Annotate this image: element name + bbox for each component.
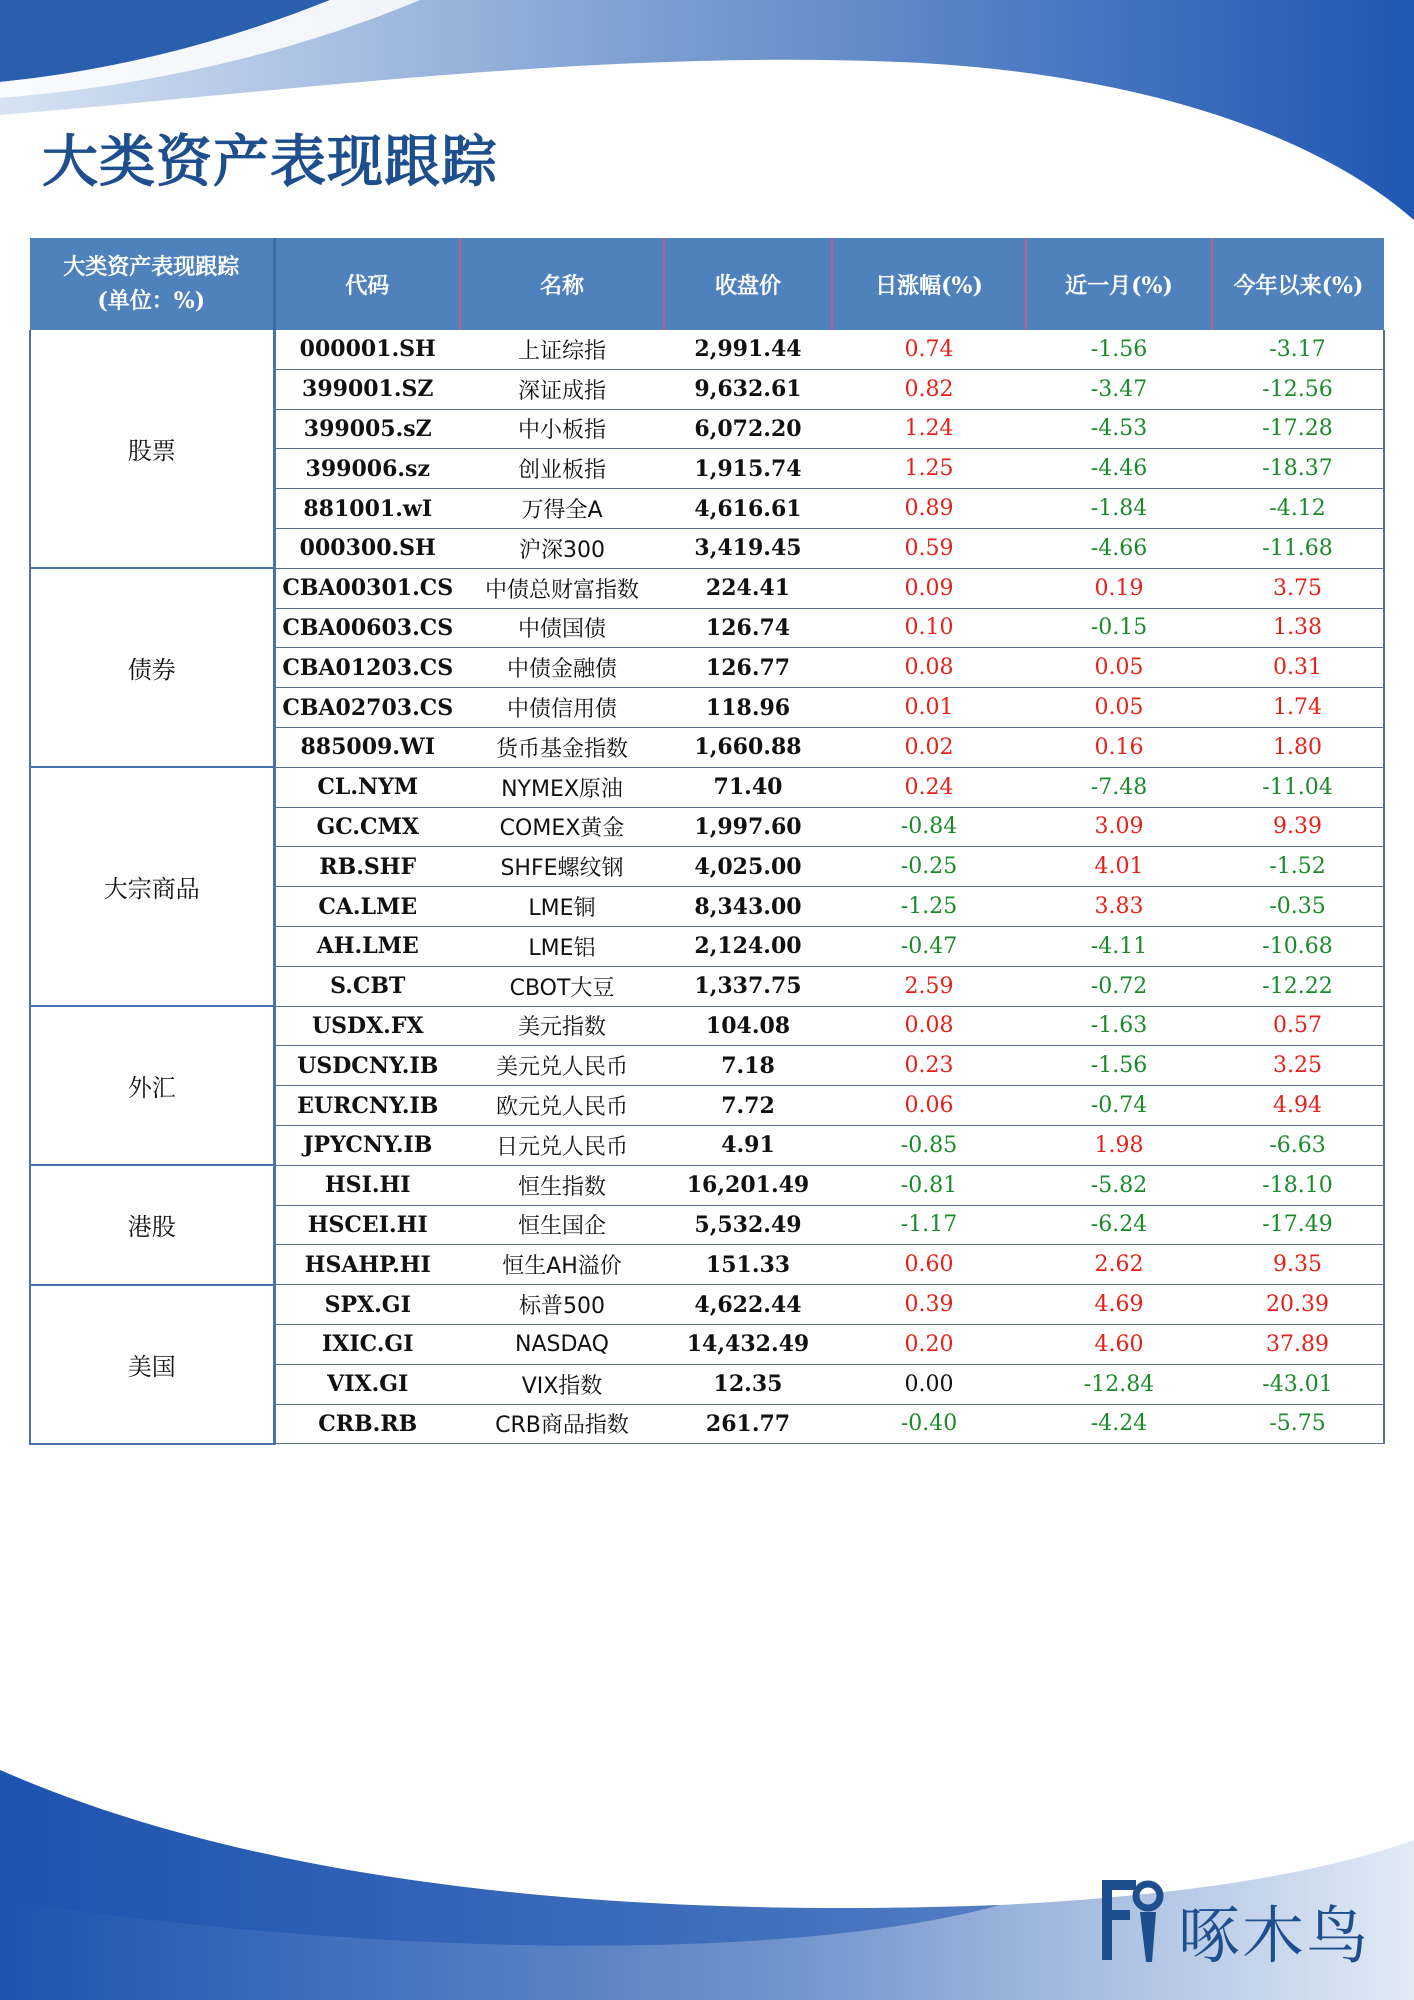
table-row	[30, 1285, 1384, 1325]
cell-name: 创业板指	[460, 449, 664, 489]
cell-name: NASDAQ	[460, 1324, 664, 1364]
category-label: 股票	[30, 330, 274, 568]
cell-ytd: -5.75	[1212, 1404, 1384, 1444]
cell-close: 261.77	[664, 1404, 832, 1444]
cell-ytd: -12.56	[1212, 369, 1384, 409]
cell-month: 4.69	[1026, 1285, 1212, 1325]
table-row	[30, 330, 1384, 369]
cell-name: 日元兑人民币	[460, 1125, 664, 1165]
cell-close: 4,616.61	[664, 489, 832, 529]
cell-daily: 1.25	[832, 449, 1026, 489]
cell-ytd: -0.35	[1212, 887, 1384, 927]
cell-ytd: -17.28	[1212, 409, 1384, 449]
category-label: 港股	[30, 1165, 274, 1284]
cell-close: 14,432.49	[664, 1324, 832, 1364]
cell-ytd: -11.68	[1212, 528, 1384, 568]
cell-name: 万得全A	[460, 489, 664, 529]
cell-ytd: 37.89	[1212, 1324, 1384, 1364]
cell-close: 2,124.00	[664, 926, 832, 966]
cell-name: LME铜	[460, 887, 664, 927]
cell-close: 7.72	[664, 1086, 832, 1126]
cell-name: 美元指数	[460, 1006, 664, 1046]
cell-daily: 0.01	[832, 688, 1026, 728]
cell-daily: -0.40	[832, 1404, 1026, 1444]
cell-close: 8,343.00	[664, 887, 832, 927]
cell-close: 4,025.00	[664, 847, 832, 887]
cell-name: 上证综指	[460, 330, 664, 369]
cell-name: 货币基金指数	[460, 727, 664, 767]
cell-code: HSCEI.HI	[274, 1205, 460, 1245]
category-label: 美国	[30, 1285, 274, 1444]
cell-close: 151.33	[664, 1245, 832, 1285]
cell-name: 深证成指	[460, 369, 664, 409]
header-daily: 日涨幅(%)	[832, 238, 1026, 330]
cell-code: IXIC.GI	[274, 1324, 460, 1364]
cell-code: 000300.SH	[274, 528, 460, 568]
cell-name: 美元兑人民币	[460, 1046, 664, 1086]
cell-code: CRB.RB	[274, 1404, 460, 1444]
cell-daily: 0.08	[832, 648, 1026, 688]
cell-month: -1.56	[1026, 330, 1212, 369]
cell-ytd: 1.74	[1212, 688, 1384, 728]
cell-month: -12.84	[1026, 1364, 1212, 1404]
cell-close: 1,660.88	[664, 727, 832, 767]
cell-close: 4,622.44	[664, 1285, 832, 1325]
cell-ytd: 4.94	[1212, 1086, 1384, 1126]
cell-month: 1.98	[1026, 1125, 1212, 1165]
cell-ytd: -1.52	[1212, 847, 1384, 887]
cell-daily: 0.09	[832, 568, 1026, 608]
cell-daily: 0.39	[832, 1285, 1026, 1325]
category-label: 外汇	[30, 1006, 274, 1165]
header-corner	[30, 238, 274, 330]
cell-name: 恒生AH溢价	[460, 1245, 664, 1285]
cell-month: 3.09	[1026, 807, 1212, 847]
cell-code: 000001.SH	[274, 330, 460, 369]
cell-name: 中债信用债	[460, 688, 664, 728]
cell-name: NYMEX原油	[460, 767, 664, 807]
cell-daily: 0.89	[832, 489, 1026, 529]
table-row	[30, 1165, 1384, 1205]
cell-ytd: 0.57	[1212, 1006, 1384, 1046]
cell-month: -5.82	[1026, 1165, 1212, 1205]
cell-month: -0.72	[1026, 966, 1212, 1006]
cell-month: -1.63	[1026, 1006, 1212, 1046]
cell-ytd: 20.39	[1212, 1285, 1384, 1325]
cell-code: CBA00301.CS	[274, 568, 460, 608]
cell-name: VIX指数	[460, 1364, 664, 1404]
cell-daily: 2.59	[832, 966, 1026, 1006]
cell-code: HSAHP.HI	[274, 1245, 460, 1285]
cell-code: AH.LME	[274, 926, 460, 966]
header-corner-line1: 大类资产表现跟踪	[63, 254, 240, 280]
cell-name: 沪深300	[460, 528, 664, 568]
category-label: 债券	[30, 568, 274, 767]
cell-close: 104.08	[664, 1006, 832, 1046]
cell-code: 885009.WI	[274, 727, 460, 767]
cell-code: CL.NYM	[274, 767, 460, 807]
cell-daily: 0.10	[832, 608, 1026, 648]
cell-month: 0.05	[1026, 688, 1212, 728]
cell-name: CRB商品指数	[460, 1404, 664, 1444]
header-ytd: 今年以来(%)	[1212, 238, 1384, 330]
cell-code: CA.LME	[274, 887, 460, 927]
cell-close: 224.41	[664, 568, 832, 608]
cell-code: CBA01203.CS	[274, 648, 460, 688]
cell-name: COMEX黄金	[460, 807, 664, 847]
cell-ytd: 3.25	[1212, 1046, 1384, 1086]
cell-close: 16,201.49	[664, 1165, 832, 1205]
cell-month: 0.16	[1026, 727, 1212, 767]
cell-month: -4.11	[1026, 926, 1212, 966]
cell-name: CBOT大豆	[460, 966, 664, 1006]
cell-ytd: -10.68	[1212, 926, 1384, 966]
cell-daily: 0.06	[832, 1086, 1026, 1126]
cell-month: -4.66	[1026, 528, 1212, 568]
page-title: 大类资产表现跟踪	[42, 130, 498, 195]
cell-daily: 0.82	[832, 369, 1026, 409]
table-row	[30, 767, 1384, 807]
cell-daily: 0.20	[832, 1324, 1026, 1364]
category-label: 大宗商品	[30, 767, 274, 1006]
cell-month: -6.24	[1026, 1205, 1212, 1245]
cell-close: 6,072.20	[664, 409, 832, 449]
header-close: 收盘价	[664, 238, 832, 330]
cell-month: -4.46	[1026, 449, 1212, 489]
cell-code: USDX.FX	[274, 1006, 460, 1046]
cell-name: 恒生国企	[460, 1205, 664, 1245]
cell-name: 欧元兑人民币	[460, 1086, 664, 1126]
cell-ytd: -18.10	[1212, 1165, 1384, 1205]
cell-ytd: -4.12	[1212, 489, 1384, 529]
cell-code: S.CBT	[274, 966, 460, 1006]
table-row	[30, 568, 1384, 608]
cell-code: SPX.GI	[274, 1285, 460, 1325]
cell-code: 881001.wI	[274, 489, 460, 529]
cell-daily: -1.25	[832, 887, 1026, 927]
table-header-row	[30, 238, 1384, 330]
cell-month: -4.53	[1026, 409, 1212, 449]
cell-close: 126.77	[664, 648, 832, 688]
cell-month: -1.56	[1026, 1046, 1212, 1086]
cell-code: USDCNY.IB	[274, 1046, 460, 1086]
cell-close: 1,337.75	[664, 966, 832, 1006]
cell-ytd: -3.17	[1212, 330, 1384, 369]
cell-name: 中债总财富指数	[460, 568, 664, 608]
cell-daily: -0.47	[832, 926, 1026, 966]
cell-ytd: -17.49	[1212, 1205, 1384, 1245]
cell-month: -7.48	[1026, 767, 1212, 807]
cell-ytd: -12.22	[1212, 966, 1384, 1006]
brand-logo-icon	[1096, 1872, 1166, 1968]
cell-code: HSI.HI	[274, 1165, 460, 1205]
cell-daily: 0.74	[832, 330, 1026, 369]
cell-daily: 0.02	[832, 727, 1026, 767]
cell-code: JPYCNY.IB	[274, 1125, 460, 1165]
header-month: 近一月(%)	[1026, 238, 1212, 330]
cell-month: 3.83	[1026, 887, 1212, 927]
table-body	[30, 330, 1384, 1444]
cell-daily: -0.25	[832, 847, 1026, 887]
cell-daily: 0.59	[832, 528, 1026, 568]
cell-close: 71.40	[664, 767, 832, 807]
cell-close: 7.18	[664, 1046, 832, 1086]
cell-month: 4.60	[1026, 1324, 1212, 1364]
cell-close: 9,632.61	[664, 369, 832, 409]
cell-close: 12.35	[664, 1364, 832, 1404]
cell-month: -1.84	[1026, 489, 1212, 529]
cell-month: -0.15	[1026, 608, 1212, 648]
cell-daily: -1.17	[832, 1205, 1026, 1245]
cell-daily: 0.08	[832, 1006, 1026, 1046]
cell-month: -4.24	[1026, 1404, 1212, 1444]
cell-code: EURCNY.IB	[274, 1086, 460, 1126]
cell-close: 2,991.44	[664, 330, 832, 369]
cell-ytd: 1.38	[1212, 608, 1384, 648]
cell-code: 399001.SZ	[274, 369, 460, 409]
cell-month: -3.47	[1026, 369, 1212, 409]
cell-ytd: 3.75	[1212, 568, 1384, 608]
cell-close: 4.91	[664, 1125, 832, 1165]
cell-code: 399005.sZ	[274, 409, 460, 449]
cell-daily: 0.24	[832, 767, 1026, 807]
cell-name: 中债金融债	[460, 648, 664, 688]
cell-code: 399006.sz	[274, 449, 460, 489]
cell-daily: -0.81	[832, 1165, 1026, 1205]
cell-month: -0.74	[1026, 1086, 1212, 1126]
cell-code: GC.CMX	[274, 807, 460, 847]
cell-daily: 0.60	[832, 1245, 1026, 1285]
cell-daily: 0.00	[832, 1364, 1026, 1404]
cell-daily: 1.24	[832, 409, 1026, 449]
header-code: 代码	[274, 238, 460, 330]
cell-daily: -0.85	[832, 1125, 1026, 1165]
table-row	[30, 1006, 1384, 1046]
cell-code: VIX.GI	[274, 1364, 460, 1404]
cell-ytd: 0.31	[1212, 648, 1384, 688]
cell-name: 中债国债	[460, 608, 664, 648]
cell-close: 5,532.49	[664, 1205, 832, 1245]
asset-performance-table	[29, 238, 1385, 1445]
cell-name: LME铝	[460, 926, 664, 966]
cell-close: 118.96	[664, 688, 832, 728]
header-name: 名称	[460, 238, 664, 330]
cell-daily: 0.23	[832, 1046, 1026, 1086]
header-corner-line2: (单位：%)	[97, 288, 206, 314]
cell-month: 2.62	[1026, 1245, 1212, 1285]
cell-code: CBA02703.CS	[274, 688, 460, 728]
cell-ytd: 9.39	[1212, 807, 1384, 847]
brand-name: 啄木鸟	[1178, 1899, 1371, 1972]
cell-month: 4.01	[1026, 847, 1212, 887]
cell-close: 3,419.45	[664, 528, 832, 568]
cell-name: SHFE螺纹钢	[460, 847, 664, 887]
cell-close: 126.74	[664, 608, 832, 648]
cell-close: 1,915.74	[664, 449, 832, 489]
cell-ytd: 1.80	[1212, 727, 1384, 767]
cell-name: 中小板指	[460, 409, 664, 449]
cell-name: 标普500	[460, 1285, 664, 1325]
cell-ytd: -18.37	[1212, 449, 1384, 489]
cell-ytd: 9.35	[1212, 1245, 1384, 1285]
cell-daily: -0.84	[832, 807, 1026, 847]
cell-ytd: -43.01	[1212, 1364, 1384, 1404]
cell-ytd: -11.04	[1212, 767, 1384, 807]
cell-code: CBA00603.CS	[274, 608, 460, 648]
cell-close: 1,997.60	[664, 807, 832, 847]
cell-code: RB.SHF	[274, 847, 460, 887]
cell-name: 恒生指数	[460, 1165, 664, 1205]
cell-ytd: -6.63	[1212, 1125, 1384, 1165]
cell-month: 0.19	[1026, 568, 1212, 608]
cell-month: 0.05	[1026, 648, 1212, 688]
